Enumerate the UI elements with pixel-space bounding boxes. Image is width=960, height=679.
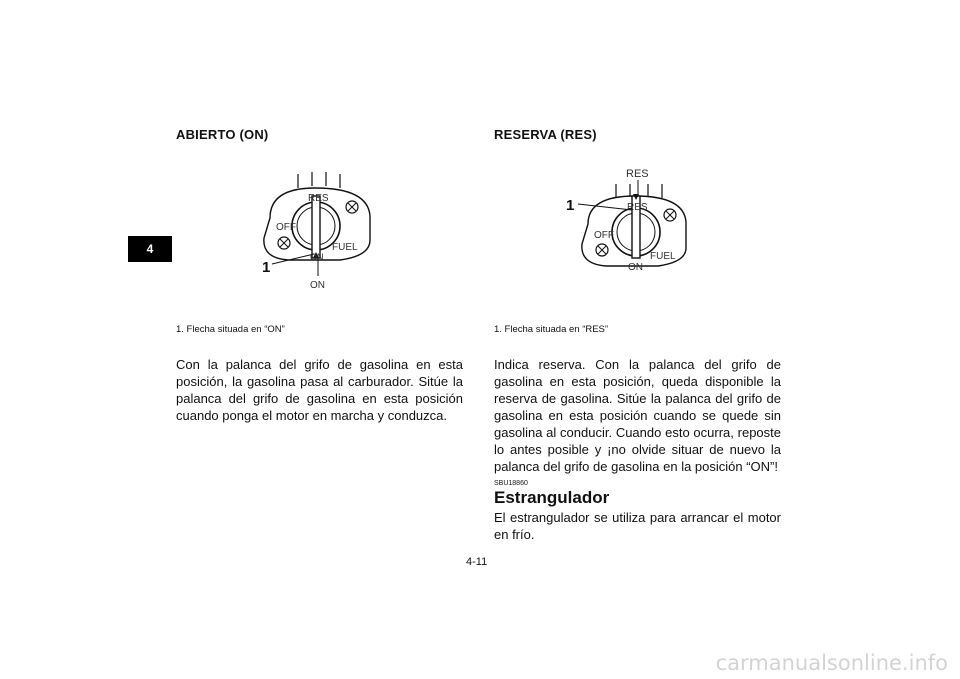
dial-label-on: ON — [628, 262, 643, 273]
dial-label-fuel: FUEL — [650, 251, 676, 262]
section-title: Estrangulador — [494, 488, 610, 507]
caption-right: 1. Flecha situada en “RES” — [494, 324, 609, 335]
callout-1-left: 1 — [262, 259, 271, 276]
section-code: SBU18860 — [494, 480, 528, 487]
paragraph-res: Indica reserva. Con la palanca del grifo de gasolina en esta posición, queda disponible la reserva de gasolina. Sitúe la palanca del grifo de gasolina en esta posición cuando se quede sin gasolina al conducir. Cuando esto ocurra, reposte lo antes posible y ¡no olvide situar de nuevo la palanca del grifo de gasolina en la posición “ON”! — [494, 357, 781, 474]
dial-label-off: OFF — [276, 222, 296, 233]
paragraph-on: Con la palanca del grifo de gasolina en esta posición, la gasolina pasa al carburador. Sitúe la palanca del grifo de gasolina en esta posición cuando ponga el motor en marcha y conduzca. — [176, 357, 463, 423]
fuel-cock-on-figure — [240, 168, 390, 296]
heading-on: ABIERTO (ON) — [176, 127, 269, 142]
paragraph-choke: El estrangulador se utiliza para arrancar el motor en frío. — [494, 510, 781, 542]
callout-1-right: 1 — [566, 197, 575, 214]
chapter-tab: 4 — [128, 236, 172, 262]
dial-label-res: RES — [627, 202, 648, 213]
dial-label-off: OFF — [594, 230, 614, 241]
caption-left: 1. Flecha situada en “ON” — [176, 324, 285, 335]
fuel-cock-res-figure — [560, 162, 710, 282]
dial-label-on: ON — [310, 252, 324, 262]
watermark: carmanualsonline.info — [715, 651, 948, 675]
heading-res: RESERVA (RES) — [494, 127, 597, 142]
dial-label-fuel: FUEL — [332, 242, 358, 253]
outside-label-on: ON — [310, 280, 325, 291]
dial-label-res: RES — [308, 193, 329, 204]
page-number: 4-11 — [466, 556, 488, 568]
outside-label-res: RES — [626, 168, 649, 180]
